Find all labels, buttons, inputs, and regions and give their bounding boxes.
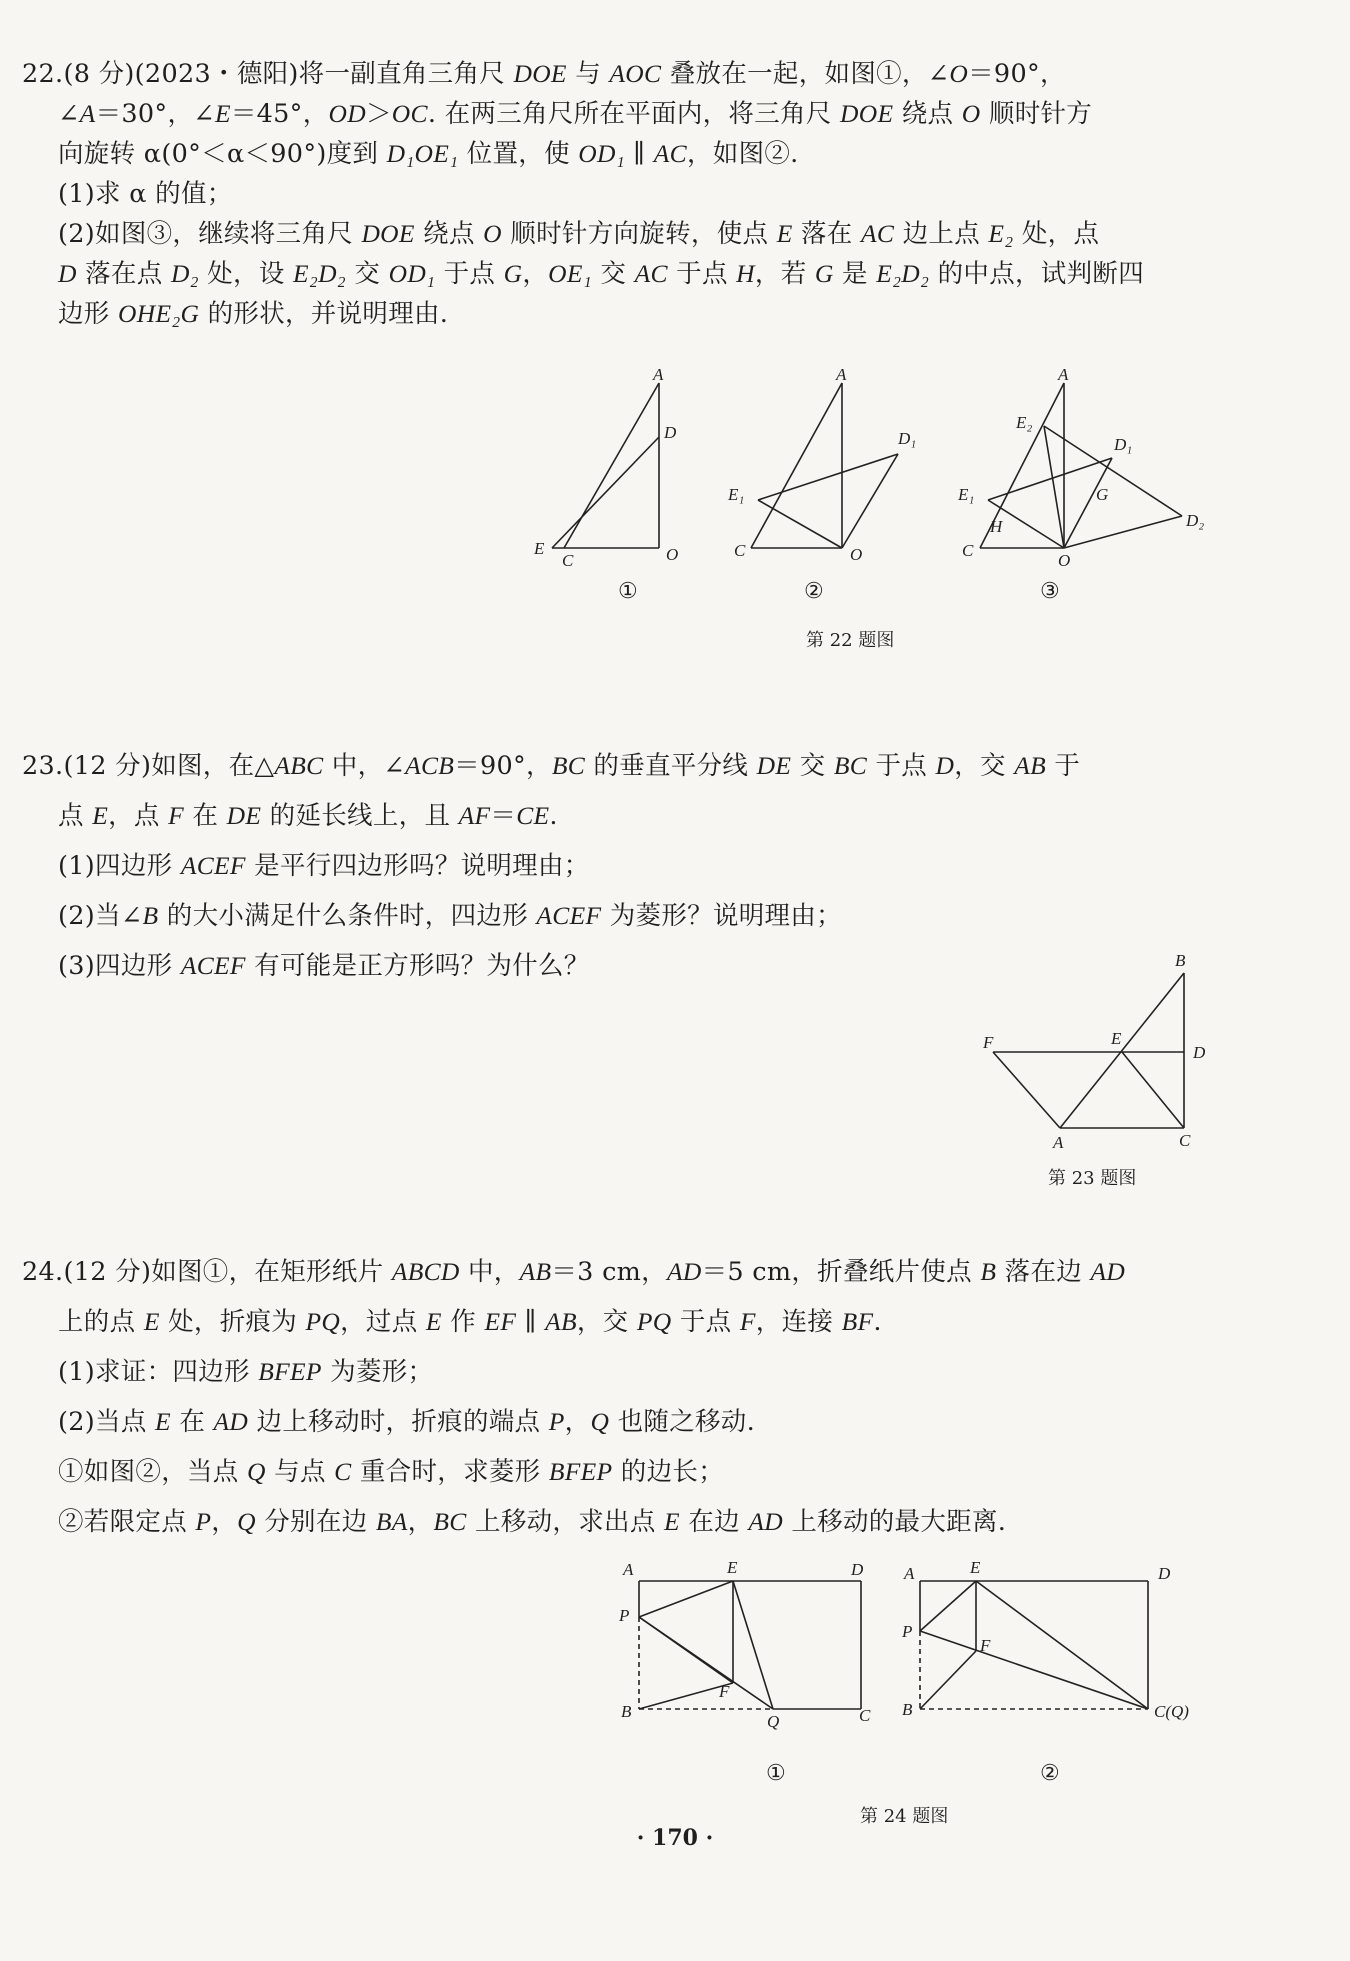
q22-text: ＝90°， bbox=[968, 59, 1066, 89]
point-label: D bbox=[1193, 1043, 1206, 1062]
q23-math: ACEF bbox=[536, 901, 602, 930]
q24-text: 处，折痕为 bbox=[159, 1307, 306, 1337]
point-label: C bbox=[859, 1706, 871, 1725]
q23-math: ACB bbox=[405, 751, 455, 780]
q22-part-2-line-1 bbox=[58, 216, 1099, 252]
q24-math: P bbox=[548, 1407, 565, 1436]
q24-math: BC bbox=[433, 1507, 467, 1536]
q24-math: F bbox=[739, 1307, 756, 1336]
point-label: E bbox=[727, 1558, 738, 1577]
q22-text: 顺时针方向旋转，使点 bbox=[501, 219, 777, 249]
q24-text: 中， bbox=[459, 1257, 520, 1287]
q22-math: AC bbox=[653, 139, 687, 168]
segment bbox=[564, 383, 659, 548]
q22-math: AOC bbox=[609, 59, 662, 88]
point-label: F bbox=[983, 1033, 994, 1052]
q22-math: E₂D₂ bbox=[293, 259, 346, 288]
q23-math: B bbox=[142, 901, 159, 930]
q22-math: D bbox=[58, 259, 77, 288]
q22-text: 绕点 bbox=[893, 99, 962, 129]
point-label: E bbox=[970, 1558, 981, 1577]
q22-figure-2 bbox=[720, 365, 920, 564]
point-label: A bbox=[1053, 1133, 1064, 1152]
q22-text: (1)求 α 的值； bbox=[58, 179, 233, 209]
q24-figure-label-2: ② bbox=[1040, 1761, 1060, 1786]
q22-text: ， bbox=[522, 259, 549, 289]
q22-line-3 bbox=[58, 136, 799, 172]
point-label: P bbox=[902, 1622, 913, 1641]
q23-text: (2)当∠ bbox=[58, 901, 143, 931]
q22-text: 顺时针方 bbox=[980, 99, 1093, 129]
q24-figure-caption: 第 24 题图 bbox=[860, 1806, 949, 1827]
q24-figure-1 bbox=[615, 1555, 895, 1755]
q24-text: 落在边 bbox=[996, 1257, 1091, 1287]
q22-text: ＞ bbox=[365, 99, 392, 129]
q23-math: CE bbox=[516, 801, 550, 830]
q23-text: 有可能是正方形吗？为什么？ bbox=[245, 951, 590, 981]
q23-text: 在 bbox=[184, 801, 227, 831]
point-label: E₂ bbox=[1016, 413, 1033, 432]
q24-text: 在 bbox=[170, 1407, 214, 1437]
q24-math: BFEP bbox=[258, 1357, 322, 1386]
q22-math: E bbox=[214, 99, 231, 128]
q24-text: 于点 bbox=[671, 1307, 740, 1337]
q22-figure-label-1: ① bbox=[618, 579, 638, 604]
point-label: Q bbox=[767, 1712, 780, 1731]
q22-line-2 bbox=[58, 96, 1092, 132]
q24-math: Q bbox=[237, 1507, 256, 1536]
q24-text: 分别在边 bbox=[255, 1507, 376, 1537]
q23-figure-caption: 第 23 题图 bbox=[1048, 1168, 1137, 1189]
q23-math: D bbox=[935, 751, 955, 780]
q22-math: OD bbox=[328, 99, 366, 128]
q22-math: E bbox=[776, 219, 793, 248]
q22-text: 落在点 bbox=[76, 259, 171, 289]
point-label: C bbox=[562, 551, 574, 570]
q22-text: ，如图②. bbox=[686, 139, 799, 169]
q23-text: ＝ bbox=[490, 801, 517, 831]
q24-text: ，连接 bbox=[755, 1307, 842, 1337]
q22-text: ，若 bbox=[754, 259, 815, 289]
q23-text: 交 bbox=[791, 751, 834, 781]
q23-text: 点 bbox=[58, 801, 93, 831]
q24-text: 上的点 bbox=[58, 1307, 144, 1337]
q22-text: ＝45°， bbox=[230, 99, 329, 129]
point-label: E bbox=[534, 539, 545, 558]
point-label: A bbox=[904, 1564, 915, 1583]
q23-text: 的垂直平分线 bbox=[585, 751, 757, 781]
q24-math: P bbox=[195, 1507, 212, 1536]
q24-math: BF bbox=[841, 1307, 874, 1336]
point-label: C bbox=[1179, 1131, 1191, 1150]
q23-text: 于 bbox=[1045, 751, 1081, 781]
q24-text: 也随之移动. bbox=[609, 1407, 755, 1437]
q24-text: ∥ bbox=[516, 1307, 546, 1337]
point-label: D₂ bbox=[1186, 511, 1205, 530]
q22-text: (2)如图③，继续将三角尺 bbox=[58, 219, 362, 249]
q24-math: B bbox=[980, 1257, 997, 1286]
segment bbox=[733, 1581, 773, 1709]
q23-part-1 bbox=[58, 848, 590, 884]
q23-text: ，点 bbox=[108, 801, 169, 831]
point-label: G bbox=[1096, 485, 1109, 504]
point-label: H bbox=[990, 517, 1003, 536]
q22-text: 交 bbox=[591, 259, 635, 289]
page-number: · 170 · bbox=[636, 1825, 714, 1851]
q22-text: ＝30°，∠ bbox=[95, 99, 215, 129]
q24-text: 上移动，求出点 bbox=[466, 1507, 665, 1537]
q23-line-1 bbox=[22, 748, 1080, 784]
q22-text: 绕点 bbox=[414, 219, 484, 249]
q24-math: Q bbox=[590, 1407, 610, 1436]
q22-text: 边上点 bbox=[894, 219, 989, 249]
q22-text: 边形 bbox=[58, 299, 119, 329]
q24-text: (1)求证：四边形 bbox=[58, 1357, 259, 1387]
segment bbox=[1064, 516, 1182, 548]
q22-math: AC bbox=[634, 259, 668, 288]
q24-math: AD bbox=[213, 1407, 249, 1436]
q24-text: 在边 bbox=[679, 1507, 749, 1537]
q24-text: ＝3 cm， bbox=[551, 1257, 667, 1287]
q24-math: AB bbox=[519, 1257, 552, 1286]
q22-text: ∠ bbox=[58, 99, 80, 129]
q22-part-2-line-2 bbox=[58, 256, 1144, 292]
q22-math: DOE bbox=[840, 99, 894, 128]
q22-text: 于点 bbox=[667, 259, 737, 289]
q24-text: 边上移动时，折痕的端点 bbox=[248, 1407, 549, 1437]
q24-math: BFEP bbox=[548, 1457, 613, 1486]
q22-text: 与 bbox=[566, 59, 610, 89]
q24-text: 的边长； bbox=[612, 1457, 725, 1487]
q23-math: AF bbox=[458, 801, 491, 830]
q22-math: D₁OE₁ bbox=[386, 139, 459, 168]
q24-math: PQ bbox=[636, 1307, 672, 1336]
q24-math: PQ bbox=[305, 1307, 341, 1336]
q24-text: 24.(12 分)如图①，在矩形纸片 bbox=[22, 1257, 392, 1287]
point-label: B bbox=[1175, 951, 1186, 970]
segment bbox=[758, 454, 898, 500]
q23-line-2 bbox=[58, 798, 558, 834]
q23-text: 的延长线上，且 bbox=[261, 801, 459, 831]
q22-text: 向旋转 α(0°＜α＜90°)度到 bbox=[58, 139, 387, 169]
q24-part-2 bbox=[58, 1404, 755, 1440]
segment bbox=[920, 1651, 976, 1709]
q24-math: Q bbox=[247, 1457, 266, 1486]
point-label: F bbox=[719, 1682, 730, 1701]
q22-figure-3 bbox=[950, 365, 1210, 570]
q22-text: 的形状，并说明理由. bbox=[199, 299, 449, 329]
q24-math: E bbox=[155, 1407, 171, 1436]
q22-figure-label-3: ③ bbox=[1040, 579, 1060, 604]
q24-text: ， bbox=[564, 1407, 591, 1437]
q23-math: BC bbox=[833, 751, 868, 780]
q22-text: 落在 bbox=[792, 219, 862, 249]
q24-line-2 bbox=[58, 1304, 882, 1340]
q22-math: AC bbox=[861, 219, 895, 248]
q24-math: C bbox=[334, 1457, 352, 1486]
q24-text: ，过点 bbox=[340, 1307, 426, 1337]
q24-math: AD bbox=[748, 1507, 783, 1536]
q23-math: ABC bbox=[274, 751, 324, 780]
q23-math: AB bbox=[1014, 751, 1046, 780]
q23-part-2 bbox=[58, 898, 842, 934]
q24-text: ②若限定点 bbox=[58, 1507, 196, 1537]
q24-math: E bbox=[425, 1307, 442, 1336]
q22-figure-1 bbox=[520, 365, 690, 570]
q23-text: ＝90°， bbox=[454, 751, 552, 781]
q22-text: 处，点 bbox=[1013, 219, 1100, 249]
q22-math: A bbox=[79, 99, 96, 128]
q23-text: 中，∠ bbox=[323, 751, 406, 781]
point-label: A bbox=[1058, 365, 1069, 384]
point-label: A bbox=[623, 1560, 634, 1579]
q23-math: BC bbox=[551, 751, 586, 780]
segment bbox=[920, 1631, 1148, 1709]
q22-math: OD₁ bbox=[578, 139, 625, 168]
q22-math: OE₁ bbox=[548, 259, 592, 288]
point-label: C bbox=[962, 541, 974, 560]
point-label: C bbox=[734, 541, 746, 560]
q24-text: 与点 bbox=[265, 1457, 335, 1487]
segment bbox=[976, 1581, 1148, 1709]
point-label: B bbox=[902, 1700, 913, 1719]
segment bbox=[758, 500, 842, 548]
q22-text: . 在两三角尺所在平面内，将三角尺 bbox=[427, 99, 841, 129]
point-label: F bbox=[980, 1636, 991, 1655]
point-label: D bbox=[851, 1560, 864, 1579]
q23-math: F bbox=[168, 801, 185, 830]
point-label: O bbox=[1058, 551, 1071, 570]
q24-text: ， bbox=[407, 1507, 434, 1537]
q24-math: AD bbox=[1090, 1257, 1126, 1286]
q22-math: DOE bbox=[361, 219, 415, 248]
q22-math: O bbox=[483, 219, 502, 248]
q24-text: 重合时，求菱形 bbox=[351, 1457, 549, 1487]
q22-math: O bbox=[949, 59, 969, 88]
q23-math: DE bbox=[756, 751, 792, 780]
q22-math: OHE₂G bbox=[118, 299, 200, 328]
q24-math: EF bbox=[484, 1307, 517, 1336]
q23-math: DE bbox=[226, 801, 262, 830]
q23-text: 23.(12 分)如图，在△ bbox=[22, 751, 275, 781]
q22-figure-caption: 第 22 题图 bbox=[806, 630, 895, 651]
q24-line-1 bbox=[22, 1254, 1125, 1290]
q22-text: ∥ bbox=[624, 139, 654, 169]
point-label: A bbox=[653, 365, 664, 384]
segment bbox=[993, 1052, 1060, 1128]
q23-math: ACEF bbox=[180, 951, 246, 980]
q24-math: AD bbox=[666, 1257, 702, 1286]
q24-text: 上移动的最大距离. bbox=[782, 1507, 1007, 1537]
q24-figure-label-1: ① bbox=[766, 1761, 786, 1786]
q24-math: E bbox=[664, 1507, 680, 1536]
segment bbox=[552, 437, 659, 548]
q22-math: E₂D₂ bbox=[876, 259, 930, 288]
q24-figure-2 bbox=[900, 1555, 1200, 1755]
segment bbox=[842, 454, 898, 548]
q22-math: D₂ bbox=[170, 259, 199, 288]
q24-text: ，交 bbox=[576, 1307, 637, 1337]
segment bbox=[639, 1617, 773, 1709]
point-label: B bbox=[621, 1702, 632, 1721]
point-label: O bbox=[666, 545, 679, 564]
q22-part-2-line-3 bbox=[58, 296, 448, 332]
q22-figure-label-2: ② bbox=[804, 579, 824, 604]
q23-text: ，交 bbox=[954, 751, 1015, 781]
point-label: E₁ bbox=[958, 485, 975, 504]
q22-math: H bbox=[736, 259, 755, 288]
q24-text: ①如图②，当点 bbox=[58, 1457, 248, 1487]
q23-part-3 bbox=[58, 948, 590, 984]
q22-text: 的中点，试判断四 bbox=[929, 259, 1144, 289]
segment bbox=[639, 1581, 733, 1617]
q22-text: 处，设 bbox=[198, 259, 294, 289]
q22-text: 位置，使 bbox=[458, 139, 579, 169]
point-label: O bbox=[850, 545, 863, 564]
q23-text: 的大小满足什么条件时，四边形 bbox=[158, 901, 537, 931]
point-label: C(Q) bbox=[1154, 1702, 1189, 1721]
q22-math: G bbox=[503, 259, 523, 288]
point-label: E bbox=[1111, 1029, 1122, 1048]
q22-line-1 bbox=[22, 56, 1066, 92]
q24-text: 作 bbox=[441, 1307, 485, 1337]
q23-math: E bbox=[92, 801, 109, 830]
point-label: A bbox=[836, 365, 847, 384]
q24-part-2-sub-2 bbox=[58, 1504, 1006, 1540]
q22-text: 于点 bbox=[435, 259, 504, 289]
point-label: D bbox=[1158, 1564, 1171, 1583]
q22-text: 22.(8 分)(2023・德阳)将一副直角三角尺 bbox=[22, 59, 514, 89]
q22-math: OD₁ bbox=[388, 259, 436, 288]
q23-text: (1)四边形 bbox=[58, 851, 181, 881]
q22-math: DOE bbox=[513, 59, 567, 88]
q23-figure bbox=[975, 950, 1215, 1150]
point-label: E₁ bbox=[728, 485, 745, 504]
q24-part-1 bbox=[58, 1354, 433, 1390]
q22-text: 是 bbox=[833, 259, 877, 289]
point-label: D bbox=[664, 423, 677, 442]
point-label: D₁ bbox=[1114, 435, 1133, 454]
q24-text: ， bbox=[211, 1507, 238, 1537]
segment bbox=[751, 383, 842, 548]
q24-math: BA bbox=[375, 1507, 408, 1536]
q23-math: ACEF bbox=[180, 851, 246, 880]
q22-text: 交 bbox=[345, 259, 389, 289]
q24-text: ＝5 cm，折叠纸片使点 bbox=[701, 1257, 981, 1287]
q23-text: (3)四边形 bbox=[58, 951, 181, 981]
q22-part-1 bbox=[58, 176, 233, 212]
q22-text: 叠放在一起，如图①，∠ bbox=[661, 59, 950, 89]
q24-text: . bbox=[873, 1307, 882, 1337]
q24-math: E bbox=[143, 1307, 160, 1336]
q22-math: OC bbox=[391, 99, 428, 128]
q24-math: ABCD bbox=[391, 1257, 460, 1286]
point-label: D₁ bbox=[898, 429, 917, 448]
q22-math: O bbox=[961, 99, 981, 128]
q22-math: E₂ bbox=[988, 219, 1014, 248]
q24-text: 为菱形； bbox=[321, 1357, 434, 1387]
q24-part-2-sub-1 bbox=[58, 1454, 724, 1490]
q23-text: . bbox=[549, 801, 558, 831]
q23-text: 于点 bbox=[867, 751, 936, 781]
q23-text: 为菱形？说明理由； bbox=[601, 901, 842, 931]
segment bbox=[1122, 1052, 1184, 1128]
segment bbox=[1044, 426, 1064, 548]
q22-math: G bbox=[814, 259, 834, 288]
q23-text: 是平行四边形吗？说明理由； bbox=[245, 851, 590, 881]
segment bbox=[920, 1581, 976, 1631]
q24-math: AB bbox=[545, 1307, 577, 1336]
q24-text: (2)当点 bbox=[58, 1407, 156, 1437]
point-label: P bbox=[619, 1606, 630, 1625]
